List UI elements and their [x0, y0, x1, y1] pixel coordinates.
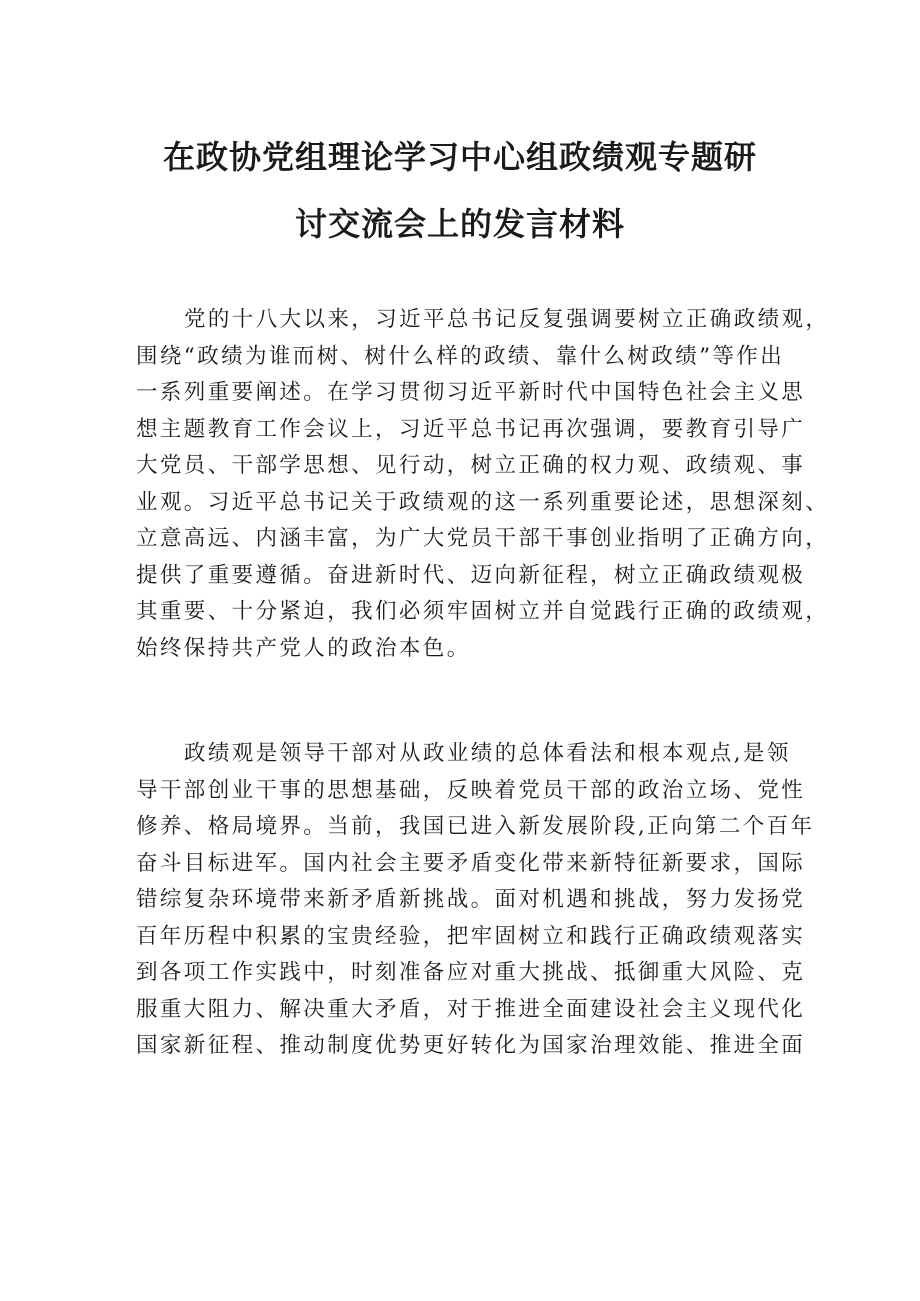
paragraph-line: 立意高远、内涵丰富，为广大党员干部干事创业指明了正确方向， — [136, 526, 830, 551]
document-title-line-1: 在政协党组理论学习中心组政绩观专题研 — [162, 138, 757, 176]
paragraph-line: 导干部创业干事的思想基础，反映着党员干部的政治立场、党性 — [136, 777, 806, 803]
paragraph-line: 百年历程中积累的宝贵经验，把牢固树立和践行正确政绩观落实 — [136, 923, 806, 949]
paragraph-line: 业观。习近平总书记关于政绩观的这一系列重要论述，思想深刻、 — [136, 489, 830, 515]
paragraph-line: 其重要、十分紧迫，我们必须牢固树立并自觉践行正确的政绩观， — [136, 599, 830, 624]
paragraph-line: 党的十八大以来，习近平总书记反复强调要树立正确政绩观， — [184, 307, 830, 332]
document-title-line-2: 讨交流会上的发言材料 — [294, 205, 625, 243]
paragraph-line: 想主题教育工作会议上，习近平总书记再次强调，要教育引导广 — [136, 416, 806, 442]
paragraph-line: 奋斗目标进军。国内社会主要矛盾变化带来新特征新要求，国际 — [136, 850, 806, 876]
paragraph-line: 修养、格局境界。当前，我国已进入新发展阶段,正向第二个百年 — [136, 814, 815, 839]
paragraph-line: 大党员、干部学思想、见行动，树立正确的权力观、政绩观、事 — [136, 453, 806, 478]
paragraph-line: 一系列重要阐述。在学习贯彻习近平新时代中国特色社会主义思 — [136, 380, 806, 405]
paragraph-line: 提供了重要遵循。奋进新时代、迈向新征程，树立正确政绩观极 — [136, 562, 806, 588]
paragraph-line: 错综复杂环境带来新矛盾新挑战。面对机遇和挑战，努力发扬党 — [136, 887, 806, 912]
paragraph-line: 服重大阻力、解决重大矛盾，对于推进全面建设社会主义现代化 — [136, 996, 806, 1022]
paragraph-line: 围绕“政绩为谁而树、树什么样的政绩、靠什么树政绩”等作出 — [136, 343, 785, 369]
paragraph-2 — [136, 736, 815, 1065]
paragraph-line: 政绩观是领导干部对从政业绩的总体看法和根本观点,是领 — [184, 741, 791, 766]
paragraph-1 — [136, 302, 830, 667]
paragraph-line: 始终保持共产党人的政治本色。 — [136, 635, 471, 661]
paragraph-line: 到各项工作实践中，时刻准备应对重大挑战、抵御重大风险、克 — [136, 960, 806, 985]
paragraph-line: 国家新征程、推动制度优势更好转化为国家治理效能、推进全面 — [136, 1033, 806, 1058]
